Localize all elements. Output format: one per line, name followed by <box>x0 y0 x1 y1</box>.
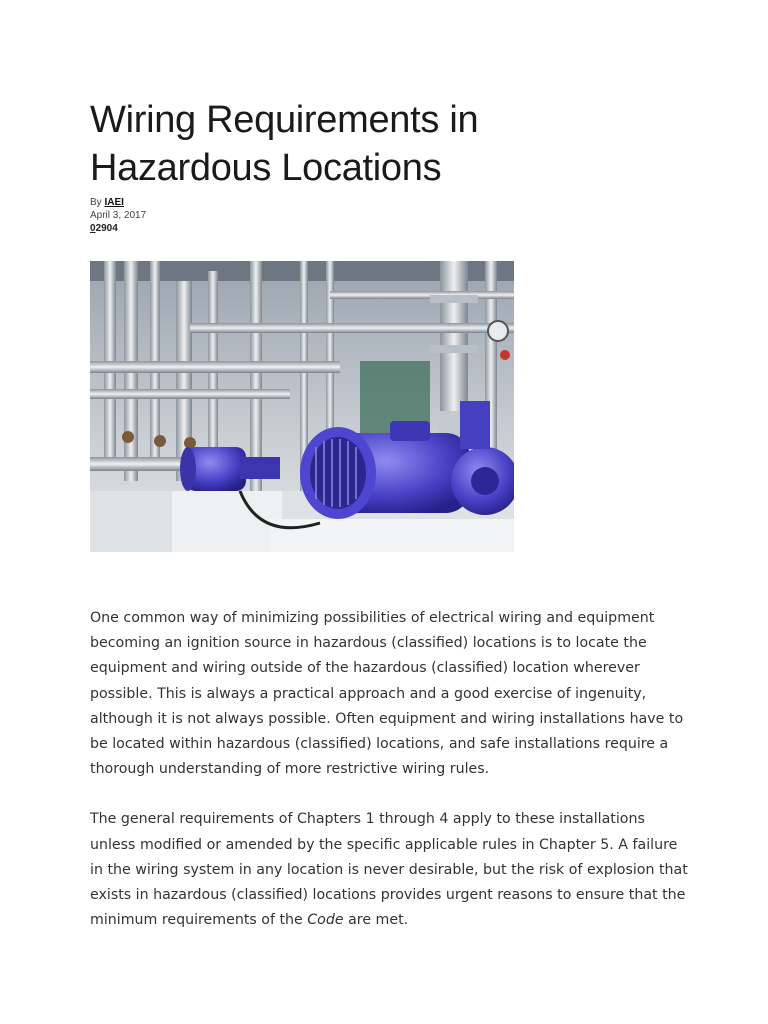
paragraph-2 <box>90 807 690 933</box>
publish-date: April 3, 2017 <box>90 210 147 221</box>
by-label: By <box>90 197 102 208</box>
view-count <box>90 222 146 235</box>
paragraph-2-end: are met. <box>343 912 409 929</box>
article-image <box>90 261 514 552</box>
author-link[interactable]: IAEI <box>104 197 124 208</box>
code-term: Code <box>307 912 344 929</box>
article-title: Wiring Requirements in Hazardous Locations <box>90 99 479 189</box>
comment-count-link[interactable]: 0 <box>90 223 96 234</box>
paragraph-1: One common way of minimizing possibilities of electrical wiring and equipment becoming an ignition source in hazardous (classified) locations is to locate the equipment and wiring outside of the hazardous (classified) location wherever possible. This is always a practical approach and a good exercise of ingenuity, although it is not always possible. Often equipment and wiring installations have to be located within hazardous (classified) locations, and safe installations require a thorough understanding of more restrictive wiring rules. <box>90 610 684 778</box>
paragraph-2-text: The general requirements of Chapters 1 through 4 apply to these installations unless modified or amended by the specific applicable rules in Chapter 5. A failure in the wiring system in any location is never desirable, but the risk of explosion that exists in hazardous (classified) locations provides urgent reasons to ensure that the minimum requirements of the <box>90 811 688 929</box>
article-body <box>90 606 690 958</box>
byline <box>90 196 146 209</box>
article-meta <box>90 196 146 235</box>
view-count-number: 2904 <box>95 223 118 234</box>
